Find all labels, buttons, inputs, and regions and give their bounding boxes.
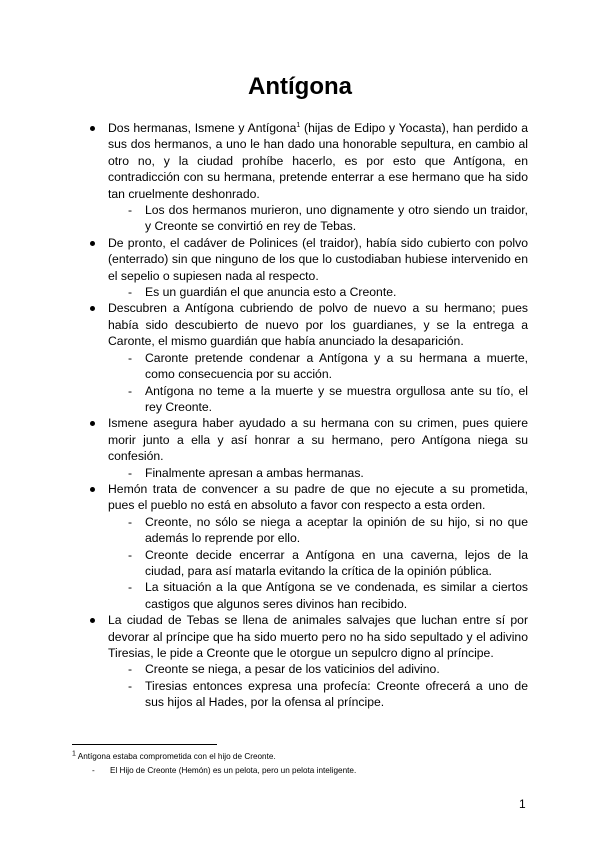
dash-icon: - (128, 285, 133, 300)
sub-list-item: - Creonte, no sólo se niega a aceptar la opinión de su hijo, si no que además lo reprende por ello. (128, 514, 528, 546)
bullet-icon (90, 618, 95, 623)
page-title: Antígona (248, 73, 352, 100)
list-item-text: La ciudad de Tebas se llena de animales salvajes que luchan entre sí por devorar al príncipe que ha sido muerto pero no ha sido sepultado y el adivino Tiresias, le pide a Creonte que le otorgue un sepulcro digno al príncipe. (108, 613, 528, 660)
list-item (82, 300, 528, 415)
list-item (82, 612, 528, 710)
dash-icon: - (128, 514, 133, 529)
dash-icon: - (128, 350, 133, 365)
list-item (82, 235, 528, 301)
footnote-text: Antígona estaba comprometida con el hijo de Creonte. (75, 752, 276, 761)
footnote-sub-text: El Hijo de Creonte (Hemón) es un pelota, pero un pelota inteligente. (110, 765, 357, 775)
sub-list-item: - Los dos hermanos murieron, uno dignamente y otro siendo un traidor, y Creonte se convirtió en rey de Tebas. (128, 203, 528, 234)
footnote-marker: 1 (72, 750, 76, 758)
dash-icon: - (128, 383, 133, 398)
dash-icon: - (92, 765, 95, 775)
sub-list (82, 465, 528, 481)
sub-list (82, 202, 528, 235)
sub-list-item: - Caronte pretende condenar a Antígona y a su hermana a muerte, como consecuencia por su acción. (128, 350, 528, 382)
sub-list-item: - Creonte decide encerrar a Antígona en una caverna, lejos de la ciudad, para así matarla evitando la crítica de la opinión pública. (128, 547, 528, 578)
list-item (82, 415, 528, 481)
sub-list-item: - Tiresias entonces expresa una profecía: Creonte ofrecerá a uno de sus hijos al Hades, por la ofensa al príncipe. (128, 678, 528, 710)
sub-list-item: - La situación a la que Antígona se ve condenada, es similar a ciertos castigos que algunos seres divinos han recibido. (128, 580, 528, 611)
sub-list-item: - Finalmente apresan a ambas hermanas. (128, 465, 364, 480)
dash-icon: - (128, 203, 133, 218)
footnote (72, 750, 532, 777)
sub-list-item: - Creonte se niega, a pesar de los vaticinios del adivino. (128, 662, 440, 677)
dash-icon: - (128, 465, 133, 480)
list-item-text: De pronto, el cadáver de Polinices (el traidor), había sido cubierto con polvo (enterrado) sin que ninguno de los que lo custodiaban hubiese intervenido en el sepelio o supiesen nada al respecto. (108, 235, 528, 283)
bullet-icon (90, 487, 95, 492)
bullet-icon (90, 126, 95, 131)
list-item-text: Dos hermanas, Ismene y Antígona (108, 121, 297, 135)
page-number: 1 (519, 797, 526, 811)
list-item (82, 120, 528, 235)
bullet-list (82, 120, 528, 711)
sub-list-item: - Antígona no teme a la muerte y se muestra orgullosa ante su tío, el rey Creonte. (128, 383, 528, 414)
list-item-text-cont: (hijas de Edipo y Yocasta), han perdido a sus dos hermanos, a uno le han dado una honorable sepultura, en cambio al otro no, y la ciudad prohíbe hacerlo, es por esto que Antígona, en contradicción con su hermana, pretende enterrar a ese hermano que ha sido tan cruelmente deshonrado. (108, 121, 528, 201)
sub-list (82, 284, 528, 300)
footnote-ref[interactable]: 1 (296, 121, 301, 129)
list-item-text: Descubren a Antígona cubriendo de polvo de nuevo a su hermano; pues había sido descubierto de nuevo por los guardianes, y se la entrega a Caronte, el mismo guardián que había anunciado la desaparición. (108, 301, 528, 349)
sub-list-item: - Es un guardián el que anuncia esto a Creonte. (128, 285, 397, 300)
sub-list (82, 350, 528, 416)
bullet-icon (90, 306, 95, 311)
footnote-separator (72, 744, 217, 745)
sub-list (82, 514, 528, 612)
footnote-line (72, 750, 532, 764)
list-item (82, 481, 528, 612)
list-item-text: Hemón trata de convencer a su padre de que no ejecute a su prometida, pues el pueblo no está en absoluto a favor con respecto a esta orden. (108, 481, 528, 513)
list-item-text: Ismene asegura haber ayudado a su hermana con su crimen, pues quiere morir junto a ella y así honrar a su hermano, pero Antígona niega su confesión. (108, 416, 528, 464)
footnote-sub-line (72, 764, 532, 778)
bullet-icon (90, 241, 95, 246)
dash-icon: - (128, 547, 133, 562)
dash-icon: - (128, 580, 133, 595)
sub-list (82, 661, 528, 710)
dash-icon: - (128, 678, 133, 693)
dash-icon: - (128, 662, 133, 677)
bullet-icon (90, 421, 95, 426)
